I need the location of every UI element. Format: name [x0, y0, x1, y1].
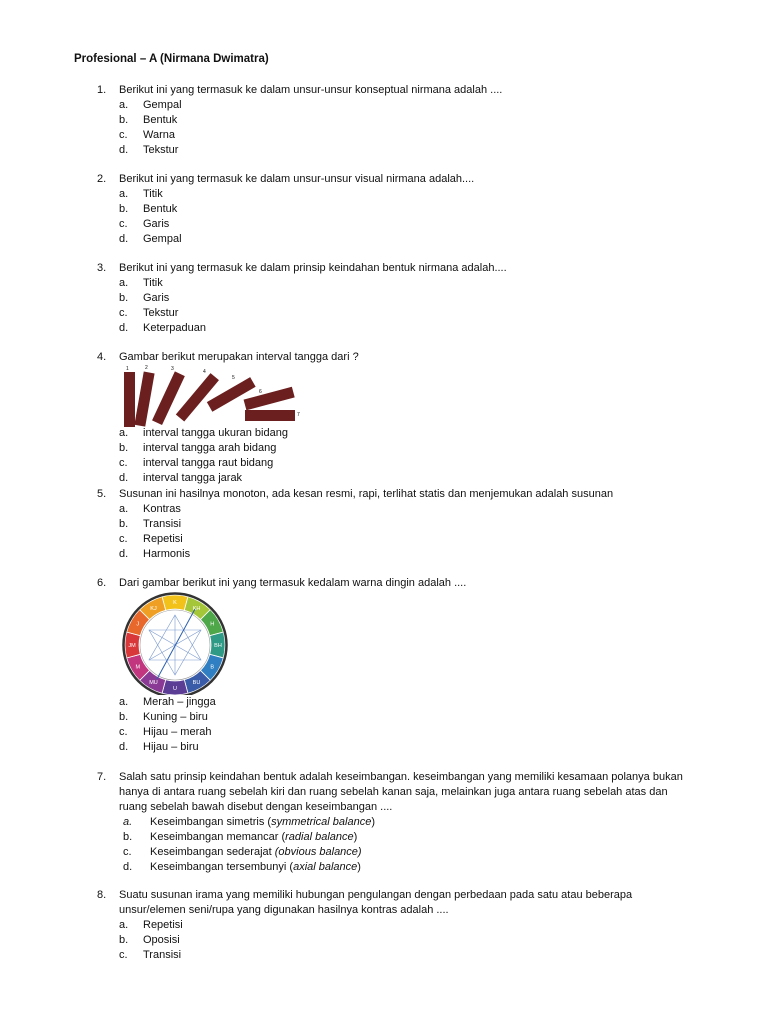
option-b[interactable] [119, 517, 707, 532]
option-text-end: ) [353, 831, 358, 843]
interval-bars-figure [120, 365, 305, 427]
option-letter: a. [119, 503, 129, 515]
option-text: Kuning – biru [143, 711, 208, 723]
question-number: 8. [97, 889, 107, 901]
option-b[interactable] [119, 113, 707, 128]
bar-label: 7 [297, 412, 300, 418]
wheel-label: MU [149, 680, 158, 687]
option-text: Repetisi [143, 533, 183, 545]
question-number: 4. [97, 351, 107, 363]
option-a[interactable] [119, 502, 707, 517]
question-2 [97, 172, 707, 247]
bar-label: 3 [171, 366, 174, 372]
option-letter: b. [119, 518, 129, 530]
option-letter: d. [119, 322, 129, 334]
question-8 [97, 888, 697, 963]
question-number: 6. [97, 577, 107, 589]
option-letter: b. [119, 934, 129, 946]
option-text: Gempal [143, 233, 182, 245]
bar-6 [244, 387, 295, 411]
option-letter: c. [119, 129, 128, 141]
wheel-label: J [136, 621, 140, 628]
wheel-label: U [173, 686, 177, 692]
option-text-italic: (obvious balance) [274, 846, 362, 858]
option-text: Transisi [143, 518, 182, 530]
option-c[interactable] [119, 725, 707, 740]
option-text: Titik [143, 277, 163, 289]
option-text: Hijau – biru [143, 741, 199, 753]
option-letter: a. [123, 816, 133, 828]
option-text: Garis [143, 218, 170, 230]
wheel-label: M [135, 664, 141, 671]
option-letter: b. [119, 711, 129, 723]
option-text: Oposisi [143, 934, 180, 946]
color-wheel-figure [119, 591, 231, 695]
option-letter: c. [119, 949, 128, 961]
option-letter: d. [119, 233, 129, 245]
option-letter: d. [119, 144, 129, 156]
bar-1 [124, 372, 135, 427]
option-text-main: Keseimbangan sederajat [150, 846, 275, 858]
question-4 [97, 350, 707, 486]
option-letter: a. [119, 919, 129, 931]
option-b[interactable] [119, 933, 697, 948]
bar-2 [134, 372, 154, 427]
page-title: Profesional – A (Nirmana Dwimatra) [74, 53, 269, 65]
option-d[interactable] [123, 860, 697, 875]
bar-label: 6 [259, 389, 262, 395]
bar-7 [245, 410, 295, 421]
question-text: Berikut ini yang termasuk ke dalam prinsip keindahan bentuk nirmana adalah.... [119, 262, 507, 274]
option-text: Tekstur [143, 144, 179, 156]
option-list [119, 695, 707, 755]
option-letter: a. [119, 277, 129, 289]
option-text: Merah – jingga [143, 696, 216, 708]
question-7 [97, 770, 697, 875]
option-text: Kontras [143, 503, 181, 515]
bar-label: 4 [203, 369, 206, 375]
option-text: Bentuk [143, 203, 178, 215]
question-text: Berikut ini yang termasuk ke dalam unsur-unsur konseptual nirmana adalah .... [119, 84, 503, 96]
option-c[interactable] [119, 456, 707, 471]
option-text [150, 815, 375, 830]
option-text-main: Keseimbangan simetris ( [150, 816, 272, 828]
option-c[interactable] [119, 948, 697, 963]
option-text-italic: axial balance [293, 861, 358, 873]
bar-label: 1 [126, 366, 129, 372]
option-list [119, 276, 707, 336]
option-d[interactable] [119, 547, 707, 562]
option-text-main: Keseimbangan tersembunyi ( [150, 861, 294, 873]
question-text: Berikut ini yang termasuk ke dalam unsur-unsur visual nirmana adalah.... [119, 173, 475, 185]
option-text: interval tangga jarak [143, 472, 243, 484]
option-b[interactable] [119, 291, 707, 306]
wheel-label: B [210, 664, 215, 671]
option-text-end: ) [371, 816, 375, 828]
option-d[interactable] [119, 143, 707, 158]
question-number: 7. [97, 771, 107, 783]
option-letter: c. [119, 457, 128, 469]
option-a[interactable] [119, 187, 707, 202]
option-letter: c. [123, 846, 132, 858]
wheel-label: BH [214, 643, 222, 649]
option-a[interactable] [123, 815, 697, 830]
question-number: 3. [97, 262, 107, 274]
option-letter: b. [119, 292, 129, 304]
wheel-label: JM [128, 643, 136, 649]
option-text-main: Keseimbangan memancar ( [150, 831, 286, 843]
option-text-italic: radial balance [285, 831, 354, 843]
option-list [119, 426, 707, 486]
option-letter: a. [119, 427, 129, 439]
question-text: Salah satu prinsip keindahan bentuk adalah keseimbangan. keseimbangan yang memiliki kesamaan polanya bukan hanya di antara ruang sebelah kiri dan ruang sebelah kanan saja, melainkan juga antara ruang sebelah atas dan ruang sebelah bawah disebut dengan keseimbangan .... [119, 771, 683, 813]
option-letter: b. [119, 442, 129, 454]
option-c[interactable] [119, 217, 707, 232]
option-text: Transisi [143, 949, 182, 961]
option-letter: d. [123, 861, 133, 873]
option-list [119, 187, 707, 247]
question-text: Susunan ini hasilnya monoton, ada kesan resmi, rapi, terlihat statis dan menjemukan adalah susunan [119, 488, 614, 500]
question-1 [97, 83, 707, 158]
option-d[interactable] [119, 471, 707, 486]
option-text: interval tangga ukuran bidang [143, 427, 288, 439]
wheel-label: KH [192, 605, 201, 612]
option-d[interactable] [119, 321, 707, 336]
option-text: Repetisi [143, 919, 183, 931]
option-b[interactable] [119, 710, 707, 725]
option-text: Bentuk [143, 114, 178, 126]
option-letter: c. [119, 533, 128, 545]
option-list [119, 502, 707, 562]
option-b[interactable] [123, 830, 697, 845]
option-text-end: ) [357, 861, 361, 873]
option-a[interactable] [119, 426, 707, 441]
question-text: Dari gambar berikut ini yang termasuk kedalam warna dingin adalah .... [119, 577, 467, 589]
option-list [119, 98, 707, 158]
question-6 [97, 576, 707, 755]
option-a[interactable] [119, 695, 707, 710]
option-d[interactable] [119, 740, 707, 755]
interval-bars [124, 371, 295, 427]
wheel-label: K [173, 600, 177, 606]
option-text: Gempal [143, 99, 182, 111]
option-letter: c. [119, 218, 128, 230]
bar-label: 5 [232, 375, 235, 381]
option-text: Titik [143, 188, 163, 200]
option-letter: c. [119, 307, 128, 319]
question-number: 5. [97, 488, 107, 500]
question-number: 2. [97, 173, 107, 185]
option-text: Harmonis [143, 548, 191, 560]
wheel-label: H [210, 621, 215, 628]
bar-label: 2 [145, 365, 148, 371]
option-c[interactable] [119, 532, 707, 547]
option-letter: c. [119, 726, 128, 738]
option-a[interactable] [119, 918, 697, 933]
option-letter: d. [119, 548, 129, 560]
option-letter: b. [119, 114, 129, 126]
question-text: Suatu susunan irama yang memiliki hubungan pengulangan dengan perbedaan pada satu atau beberapa unsur/elemen seni/rupa yang digunakan hasilnya kontras adalah .... [119, 889, 633, 916]
option-text: interval tangga raut bidang [143, 457, 274, 469]
option-text: Garis [143, 292, 170, 304]
option-text: Warna [143, 129, 175, 141]
option-letter: b. [119, 203, 129, 215]
option-c[interactable] [119, 128, 707, 143]
option-a[interactable] [119, 276, 707, 291]
option-c[interactable] [123, 845, 697, 860]
option-text [150, 860, 361, 875]
option-text: Tekstur [143, 307, 179, 319]
option-letter: d. [119, 741, 129, 753]
question-5 [97, 487, 707, 562]
option-text: Hijau – merah [143, 726, 212, 738]
option-c[interactable] [119, 306, 707, 321]
option-letter: a. [119, 188, 129, 200]
question-text: Gambar berikut merupakan interval tangga dari ? [119, 351, 359, 363]
option-text: interval tangga arah bidang [143, 442, 277, 454]
wheel-label: BU [192, 680, 201, 687]
option-text: Keterpaduan [143, 322, 206, 334]
option-text [150, 830, 357, 845]
question-3 [97, 261, 707, 336]
option-b[interactable] [119, 202, 707, 217]
wheel-label: KJ [150, 605, 157, 612]
option-text-italic: symmetrical balance [271, 816, 372, 828]
option-b[interactable] [119, 441, 707, 456]
option-text [150, 845, 362, 860]
option-letter: a. [119, 696, 129, 708]
option-a[interactable] [119, 98, 707, 113]
option-list [119, 918, 697, 963]
option-letter: d. [119, 472, 129, 484]
option-list [123, 815, 697, 875]
option-letter: a. [119, 99, 129, 111]
option-d[interactable] [119, 232, 707, 247]
question-number: 1. [97, 84, 107, 96]
option-letter: b. [123, 831, 133, 843]
